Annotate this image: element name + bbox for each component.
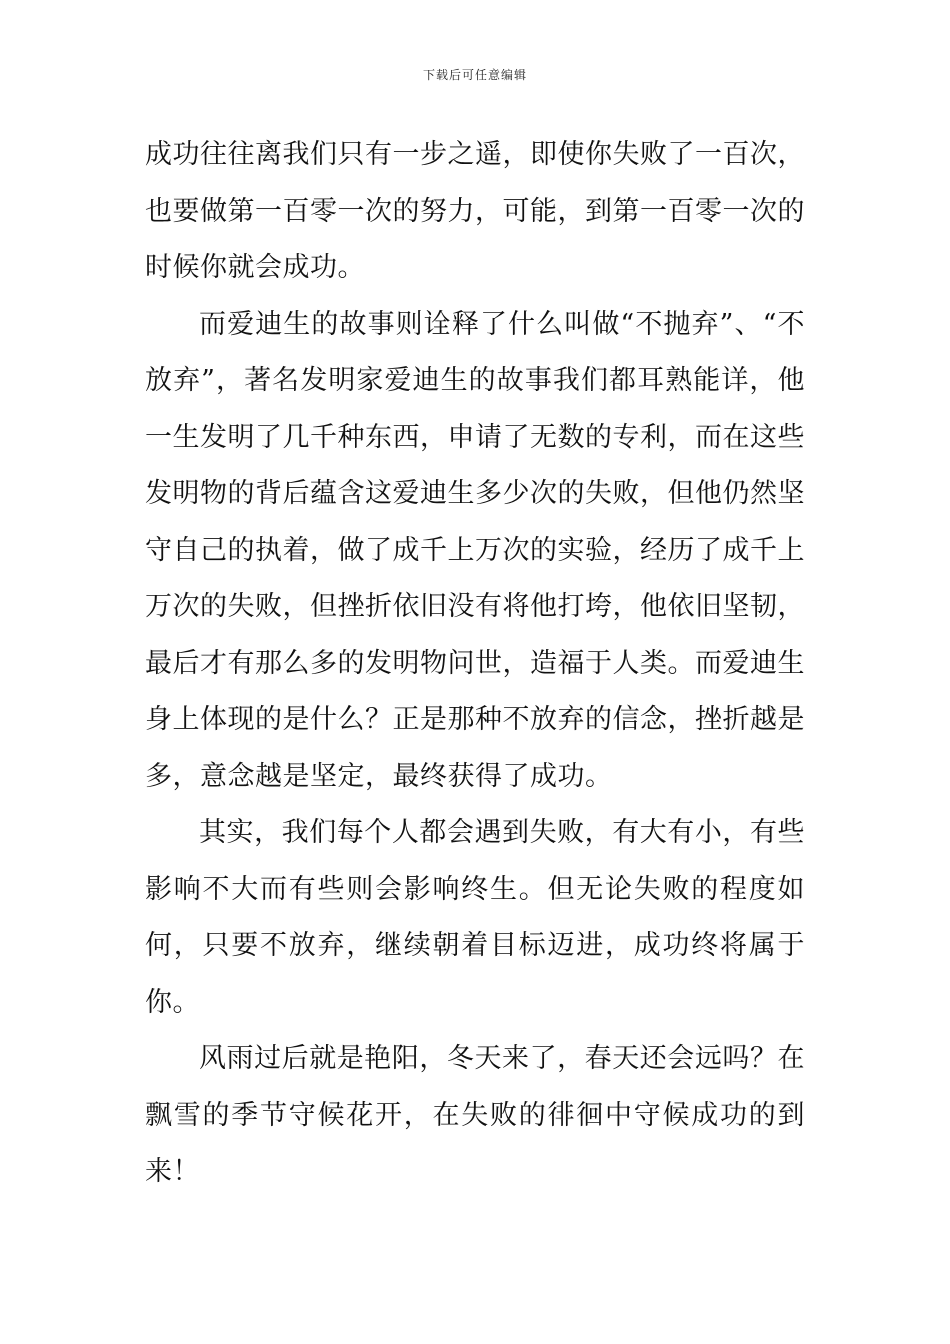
- paragraph-3: 其实，我们每个人都会遇到失败，有大有小，有些影响不大而有些则会影响终生。但无论失败的程度如何，只要不放弃，继续朝着目标迈进，成功终将属于你。: [145, 817, 805, 1018]
- document-body: [145, 127, 805, 1201]
- paragraph-4: 风雨过后就是艳阳，冬天来了，春天还会远吗？在飘雪的季节守候花开，在失败的徘徊中守候成功的到来！: [145, 1043, 805, 1187]
- paragraph-2: 而爱迪生的故事则诠释了什么叫做“不抛弃”、“不放弃”，著名发明家爱迪生的故事我们都耳熟能详，他一生发明了几千种东西，申请了无数的专利，而在这些发明物的背后蕴含这爱迪生多少次的失败，但他仍然坚守自己的执着，做了成千上万次的实验，经历了成千上万次的失败，但挫折依旧没有将他打垮，他依旧坚韧，最后才有那么多的发明物问世，造福于人类。而爱迪生身上体现的是什么？正是那种不放弃的信念，挫折越是多，意念越是坚定，最终获得了成功。: [145, 308, 805, 792]
- header-note: 下载后可任意编辑: [422, 68, 527, 82]
- paragraph-1: 成功往往离我们只有一步之遥，即使你失败了一百次，也要做第一百零一次的努力，可能，到第一百零一次的时候你就会成功。: [145, 139, 805, 283]
